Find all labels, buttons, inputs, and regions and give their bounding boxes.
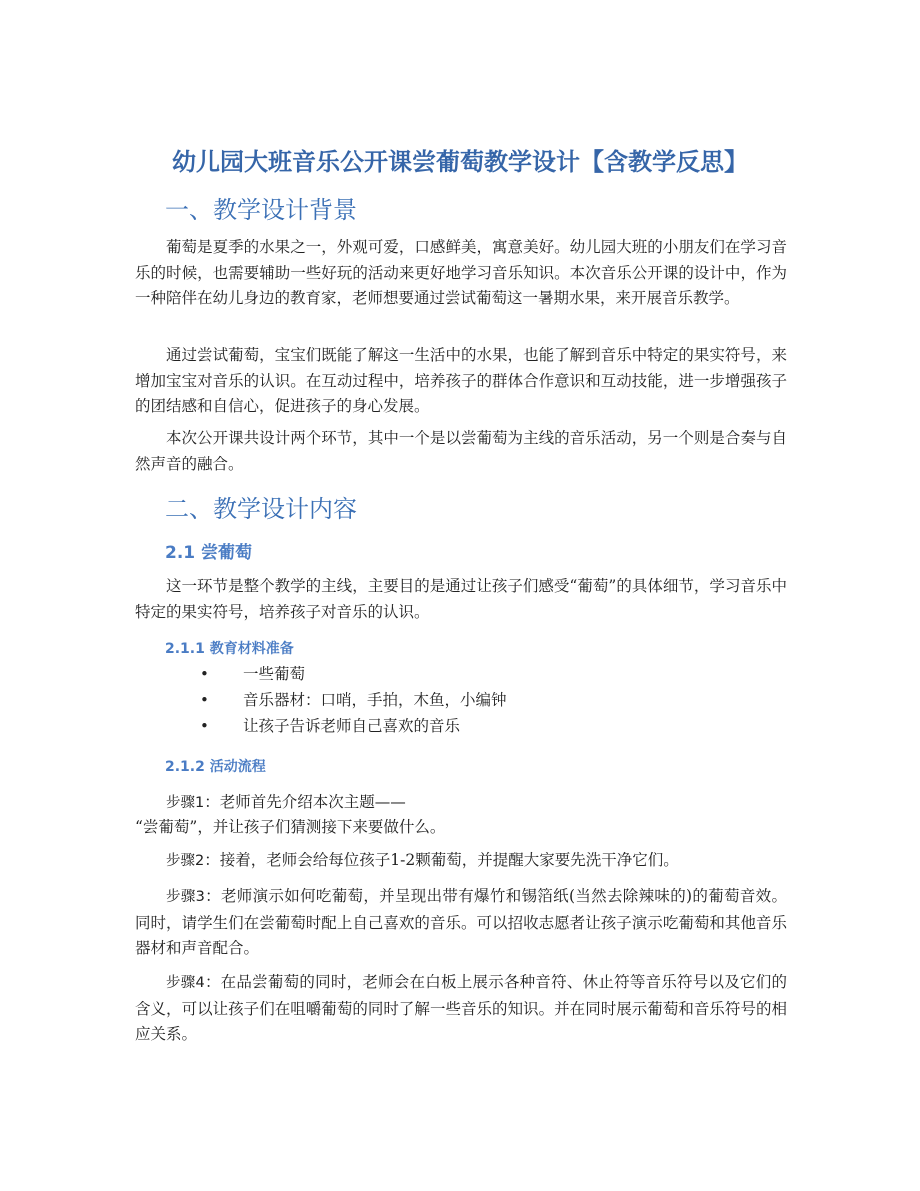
paragraph-taste-grapes: 这一环节是整个教学的主线，主要目的是通过让孩子们感受“葡萄”的具体细节，学习音乐中特定的果实符号，培养孩子对音乐的认识。	[135, 577, 787, 621]
step-2: 步骤2：接着，老师会给每位孩子1-2颗葡萄，并提醒大家要先洗干净它们。	[166, 851, 679, 869]
list-item: • 一些葡萄	[200, 661, 507, 687]
materials-list	[200, 661, 507, 739]
bullet-icon: •	[200, 665, 209, 683]
section-heading-content: 二、教学设计内容	[165, 495, 357, 523]
paragraph-background-1: 葡萄是夏季的水果之一，外观可爱，口感鲜美，寓意美好。幼儿园大班的小朋友们在学习音乐的时候，也需要辅助一些好玩的活动来更好地学习音乐知识。本次音乐公开课的设计中，作为一种陪伴在幼儿身边的教育家，老师想要通过尝试葡萄这一暑期水果，来开展音乐教学。	[135, 238, 787, 307]
step-4: 步骤4：在品尝葡萄的同时，老师会在白板上展示各种音符、休止符等音乐符号以及它们的含义，可以让孩子们在咀嚼葡萄的同时了解一些音乐的知识。并在同时展示葡萄和音乐符号的相应关系。	[135, 973, 787, 1043]
section-heading-background: 一、教学设计背景	[165, 196, 357, 224]
paragraph-background-2: 通过尝试葡萄，宝宝们既能了解这一生活中的水果，也能了解到音乐中特定的果实符号，来增加宝宝对音乐的认识。在互动过程中，培养孩子的群体合作意识和互动技能，进一步增强孩子的团结感和自信心，促进孩子的身心发展。	[135, 346, 787, 415]
bullet-icon: •	[200, 691, 209, 709]
list-item: • 让孩子告诉老师自己喜欢的音乐	[200, 713, 507, 739]
subsubsection-heading-process: 2.1.2 活动流程	[165, 759, 266, 775]
step-1-continued: “尝葡萄”，并让孩子们猜测接下来要做什么。	[135, 818, 446, 836]
bullet-icon: •	[200, 717, 209, 735]
subsubsection-heading-materials: 2.1.1 教育材料准备	[165, 641, 294, 657]
document-title: 幼儿园大班音乐公开课尝葡萄教学设计【含教学反思】	[172, 148, 748, 176]
paragraph-background-3: 本次公开课共设计两个环节，其中一个是以尝葡萄为主线的音乐活动，另一个则是合奏与自然声音的融合。	[135, 429, 787, 473]
step-1: 步骤1：老师首先介绍本次主题——	[166, 793, 406, 811]
subsection-heading-taste-grapes: 2.1 尝葡萄	[165, 543, 253, 563]
list-item: • 音乐器材：口哨，手拍，木鱼，小编钟	[200, 687, 507, 713]
step-3: 步骤3：老师演示如何吃葡萄，并呈现出带有爆竹和锡箔纸(当然去除辣味的)的葡萄音效。同时，请学生们在尝葡萄时配上自己喜欢的音乐。可以招收志愿者让孩子演示吃葡萄和其他音乐器材和声音配合。	[135, 887, 787, 957]
